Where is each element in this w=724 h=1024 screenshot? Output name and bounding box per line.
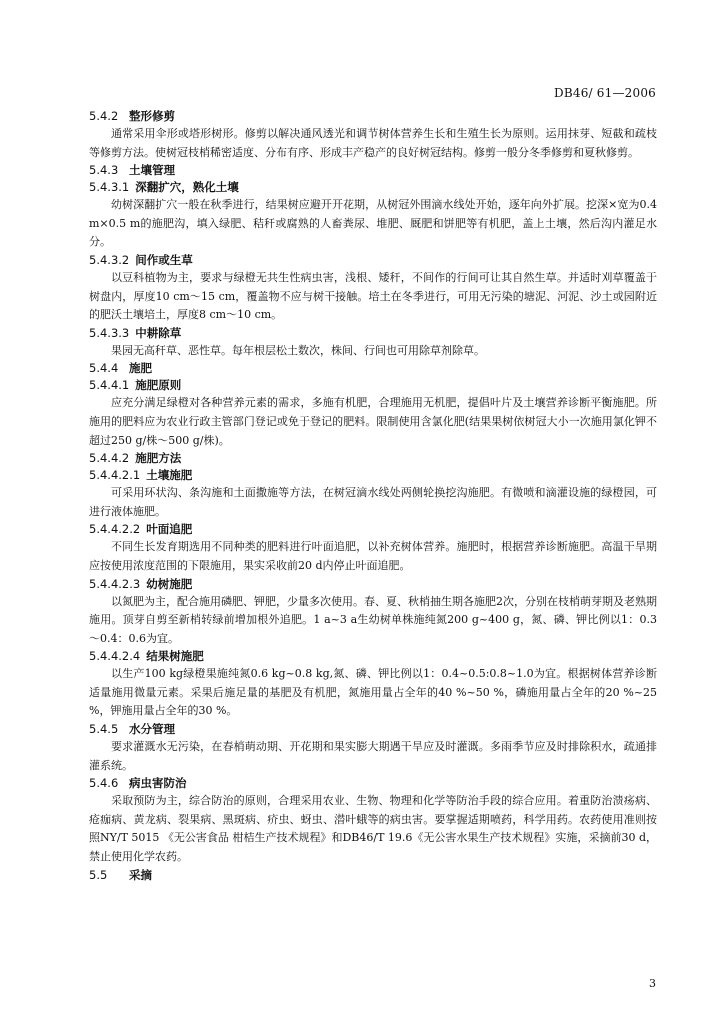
section-title: 整形修剪	[129, 109, 175, 123]
document-body	[89, 108, 657, 884]
section-heading	[89, 467, 657, 484]
section-number: 5.4.4.2.1	[89, 468, 141, 483]
section-title: 采摘	[129, 867, 152, 882]
section-number: 5.4.4	[89, 361, 119, 376]
section-heading	[89, 377, 657, 394]
section-title: 中耕除草	[135, 325, 182, 340]
section-title: 土壤管理	[129, 163, 175, 178]
section-heading	[89, 179, 657, 196]
document-id-header: DB46/ 61—2006	[554, 86, 656, 100]
section-number: 5.4.3	[89, 163, 119, 178]
section-number: 5.4.2	[89, 109, 119, 123]
section-title: 结果树施肥	[146, 649, 204, 664]
section-heading	[89, 108, 657, 125]
section-number: 5.4.4.2	[89, 451, 130, 466]
paragraph: 不同生长发育期选用不同种类的肥料进行叶面追肥，以补充树体营养。施肥时，根据营养诊断施肥。高温干旱期应按使用浓度范围的下限施用，果实采收前20 d内停止叶面追肥。	[89, 540, 657, 572]
section-heading	[89, 252, 657, 269]
section-heading	[89, 867, 657, 884]
section-number: 5.4.4.2.2	[89, 522, 141, 537]
section-heading	[89, 576, 657, 593]
section-heading	[89, 721, 657, 738]
section-number: 5.4.6	[89, 776, 119, 791]
section-title: 施肥原则	[135, 378, 182, 393]
paragraph: 要求灌溉水无污染，在春梢萌动期、开花期和果实膨大期遇干旱应及时灌溉。多雨季节应及时排除积水，疏通排灌系统。	[89, 740, 657, 772]
section-heading	[89, 648, 657, 665]
section-number: 5.4.4.2.3	[89, 576, 141, 591]
section-number: 5.4.5	[89, 722, 119, 737]
paragraph: 可采用环状沟、条沟施和土面撒施等方法，在树冠滴水线处两侧轮换挖沟施肥。有微喷和滴灌设施的绿橙园，可进行液体施肥。	[89, 486, 657, 518]
section-title: 叶面追肥	[146, 522, 193, 537]
paragraph: 果园无高秆草、恶性草。每年根层松土数次，株间、行间也可用除草剂除草。	[111, 343, 485, 357]
paragraph: 采取预防为主，综合防治的原则，合理采用农业、生物、物理和化学等防治手段的综合应用。着重防治溃疡病、疮痂病、黄龙病、裂果病、黑斑病、疥虫、蚜虫、潜叶蛾等的病虫害。要掌握适期喷药，科学用药。农药使用准则按照NY/T 5015 《无公害食品 柑桔生产技术规程》和DB46/T 19.6《无公害水果生产技术规程》实施，采摘前30 d，禁止使用化学农药。	[89, 794, 657, 864]
section-title: 施肥方法	[135, 451, 182, 466]
section-number: 5.4.4.2.4	[89, 649, 141, 664]
section-title: 施肥	[129, 361, 152, 376]
section-title: 间作或生草	[135, 252, 193, 267]
paragraph: 应充分满足绿橙对各种营养元素的需求，多施有机肥，合理施用无机肥，提倡叶片及土壤营养诊断平衡施肥。所施用的肥料应为农业行政主管部门登记或免于登记的肥料。限制使用含氯化肥(结果果树依树冠大小一次施用氯化钾不超过250 g/株～500 g/株)。	[89, 396, 657, 447]
section-number: 5.4.4.1	[89, 378, 130, 393]
section-heading	[89, 521, 657, 538]
section-heading	[89, 162, 657, 179]
section-title: 病虫害防治	[129, 776, 187, 791]
section-heading	[89, 775, 657, 792]
section-number: 5.4.3.1	[89, 180, 130, 195]
section-number: 5.4.3.3	[89, 325, 130, 340]
page-number: 3	[649, 977, 656, 990]
paragraph: 幼树深翻扩穴一般在秋季进行，结果树应避开开花期，从树冠外围滴水线处开始，逐年向外扩展。挖深×宽为0.4 m×0.5 m的施肥沟，填入绿肥、秸秆或腐熟的人畜粪尿、堆肥、厩肥和饼肥等有机肥，盖上土壤，然后沟内灌足水分。	[89, 198, 657, 249]
section-title: 幼树施肥	[146, 576, 193, 591]
section-heading	[89, 450, 657, 467]
paragraph: 通常采用伞形或塔形树形。修剪以解决通风透光和调节树体营养生长和生殖生长为原则。运用抹芽、短截和疏枝等修剪方法。使树冠枝梢稀密适度、分布有序、形成丰产稳产的良好树冠结构。修剪一般分冬季修剪和夏秋修剪。	[89, 127, 657, 159]
section-title: 水分管理	[129, 722, 175, 737]
paragraph: 以豆科植物为主，要求与绿橙无共生性病虫害，浅根、矮秆，不间作的行间可让其自然生草。并适时刈草覆盖于树盘内，厚度10 cm～15 cm，覆盖物不应与树干接触。培土在冬季进行，可用无污染的塘泥、河泥、沙土或园附近的肥沃土壤培土，厚度8 cm～10 cm。	[89, 270, 657, 322]
paragraph: 以氮肥为主，配合施用磷肥、钾肥，少量多次使用。春、夏、秋梢抽生期各施肥2次，分别在枝梢萌芽期及老熟期施用。顶芽自剪至新梢转绿前增加根外追肥。1 a~3 a生幼树单株施纯氮200 g~400 g，氮、磷、钾比例以1：0.3 ～0.4：0.6为宜。	[89, 594, 657, 645]
section-title: 深翻扩穴，熟化土壤	[135, 180, 239, 195]
paragraph: 以生产100 kg绿橙果施纯氮0.6 kg~0.8 kg,氮、磷、钾比例以1：0.4~0.5:0.8~1.0为宜。根据树体营养诊断适量施用微量元素。采果后施足量的基肥及有机肥，氮施用量占全年的40 %~50 %，磷施用量占全年的20 %~25 %，钾施用量占全年的30 %。	[89, 667, 657, 718]
section-heading	[89, 325, 657, 342]
section-number: 5.5	[89, 867, 108, 882]
section-title: 土壤施肥	[146, 468, 193, 483]
section-heading	[89, 360, 657, 377]
section-number: 5.4.3.2	[89, 252, 130, 267]
